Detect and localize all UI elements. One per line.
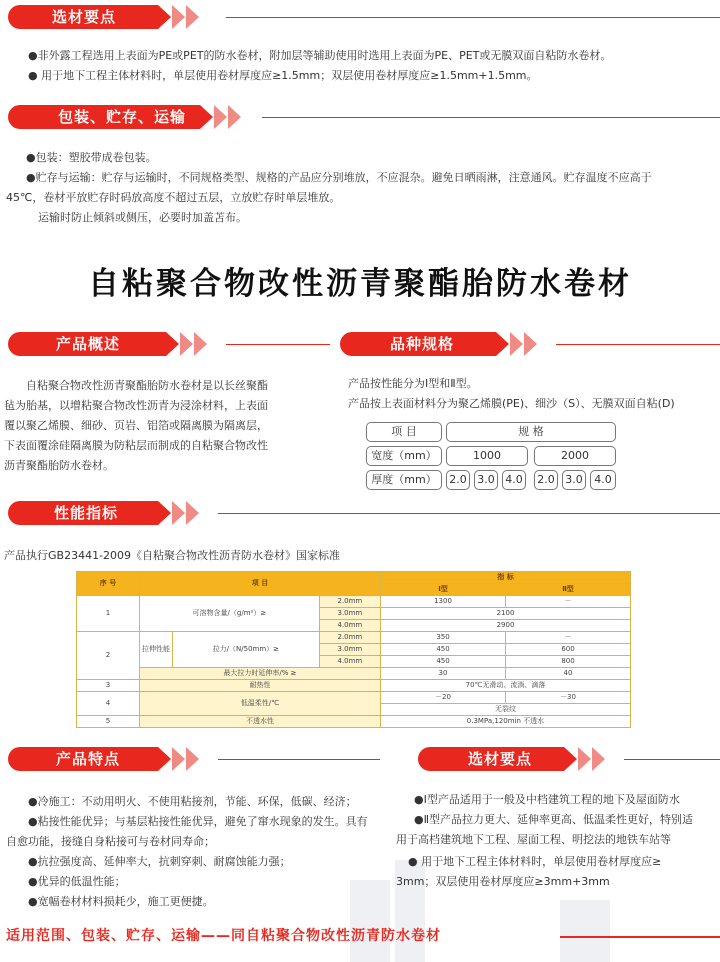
table-row: 最大拉力时延伸率/% ≥ 30 40 — [77, 668, 631, 680]
table-row: 4.0mm 450 800 — [77, 656, 631, 668]
table-row: 1 可溶物含量/（g/m²）≥ 2.0mm 1300 － — [77, 596, 631, 608]
spec-spec-label: 规 格 — [446, 422, 616, 442]
section-title: 性能指标 — [54, 504, 119, 522]
overview-line-3: 覆以聚乙烯膜、细砂、页岩、铝箔或隔离膜为隔离层， — [4, 419, 268, 432]
packaging-line-2: ●贮存与运输：贮存与运输时，不同规格类型、规格的产品应分别堆放，不应混杂。避免日晒雨淋，注意通风。贮存温度不应高于 — [26, 171, 652, 184]
spec-width-label: 宽度（mm） — [366, 446, 442, 466]
chevron-icon — [180, 332, 193, 356]
features-line-1: ●冷施工：不动用明火、不使用粘接剂，节能、环保，低碳、经济； — [28, 795, 357, 808]
features-line-2: ●粘接性能优异；与基层粘接性能优异，避免了窜水现象的发生。具有 — [28, 815, 368, 828]
features-line-4: ●抗拉强度高、延伸率大，抗刺穿刺、耐腐蚀能力强； — [28, 855, 291, 868]
footer-note: 适用范围、包装、贮存、运输——同自粘聚合物改性沥青防水卷材 — [6, 928, 441, 944]
selection-bottom-line-1: ●Ⅰ型产品适用于一般及中档建筑工程的地下及屋面防水 — [414, 793, 680, 806]
chevron-icon — [166, 332, 179, 356]
chevron-icon — [524, 332, 537, 356]
chevron-icon — [228, 105, 241, 129]
selection-bottom-line-3: 用于高档建筑地下工程、屋面工程、明挖法的地铁车站等 — [396, 833, 671, 846]
overview-line-5: 沥青聚酯胎防水卷材。 — [4, 459, 114, 472]
table-row: 2 拉伸性能 拉力/（N/50mm）≥ 2.0mm 350 － — [77, 632, 631, 644]
main-title: 自粘聚合物改性沥青聚酯胎防水卷材 — [88, 266, 632, 302]
table-row: 3.0mm 2100 — [77, 608, 631, 620]
overview-line-1: 自粘聚合物改性沥青聚酯胎防水卷材是以长丝聚酯 — [26, 379, 268, 392]
spec-thickness-value: 3.0 — [474, 470, 498, 490]
packaging-line-1: ●包装：塑胶带成卷包装。 — [26, 151, 157, 164]
chevron-icon — [214, 105, 227, 129]
chevron-icon — [172, 501, 185, 525]
section-header-selection-bottom — [414, 744, 720, 774]
chevron-icon — [194, 332, 207, 356]
spec-thickness-value: 3.0 — [562, 470, 586, 490]
spec-width-value: 1000 — [446, 446, 528, 466]
selection-bottom-line-2: ●Ⅱ型产品拉力更大、延伸率更高、低温柔性更好，特别适 — [414, 813, 694, 826]
chevron-icon — [158, 501, 171, 525]
performance-table — [76, 571, 631, 728]
table-row: 4 低温柔性/℃ －20 －30 — [77, 692, 631, 704]
section-title: 产品特点 — [56, 750, 121, 768]
section-title: 包装、贮存、运输 — [58, 108, 187, 126]
features-line-5: ●优异的低温性能； — [28, 875, 126, 888]
packaging-line-4: 运输时防止倾斜或侧压，必要时加盖苫布。 — [38, 211, 247, 224]
section-header-overview — [0, 329, 330, 359]
spec-thickness-value: 4.0 — [502, 470, 526, 490]
section-title: 品种规格 — [390, 335, 455, 353]
chevron-icon — [200, 105, 213, 129]
section-header-features — [0, 744, 380, 774]
spec-thickness-value: 2.0 — [534, 470, 558, 490]
chevron-icon — [172, 5, 185, 29]
table-header-index: 指 标 — [381, 572, 631, 584]
background-building — [560, 900, 610, 962]
chevron-icon — [186, 747, 199, 771]
table-row: 3 耐热性 70℃无滑动、流淌、滴落 — [77, 680, 631, 692]
chevron-icon — [564, 747, 577, 771]
chevron-icon — [496, 332, 509, 356]
table-header-type1: Ⅰ型 — [381, 584, 506, 596]
section-header-performance — [0, 498, 720, 528]
selection-bottom-line-5: 3mm；双层使用卷材厚度应≥3mm+3mm — [396, 875, 610, 888]
section-title: 产品概述 — [56, 335, 121, 353]
chevron-icon — [186, 5, 199, 29]
spec-item-label: 项 目 — [366, 422, 442, 442]
footer-divider — [560, 936, 720, 938]
chevron-icon — [510, 332, 523, 356]
spec-width-value: 2000 — [534, 446, 616, 466]
spec-thickness-value: 4.0 — [590, 470, 616, 490]
chevron-icon — [592, 747, 605, 771]
section-header-selection-top — [0, 2, 720, 32]
section-title: 选材要点 — [52, 8, 117, 26]
specs-line-1: 产品按性能分为Ⅰ型和Ⅱ型。 — [348, 377, 478, 390]
features-line-6: ●宽幅卷材材料损耗少，施工更便捷。 — [28, 895, 214, 908]
performance-standard: 产品执行GB23441-2009《自粘聚合物改性沥青防水卷材》国家标准 — [4, 549, 341, 562]
packaging-line-3: 45℃，卷材平放贮存时码放高度不超过五层，立放贮存时单层堆放。 — [6, 191, 341, 204]
chevron-icon — [158, 5, 171, 29]
chevron-icon — [578, 747, 591, 771]
selection-bottom-line-4: ● 用于地下工程主体材料时，单层使用卷材厚度应≥ — [408, 855, 662, 868]
table-row: 5 不透水性 0.3MPa,120min 不透水 — [77, 716, 631, 728]
overview-line-2: 毡为胎基，以增粘聚合物改性沥青为浸涂材料，上表面 — [4, 399, 268, 412]
features-line-3: 自愈功能，接缝自身粘接可与卷材同寿命； — [6, 835, 215, 848]
chevron-icon — [186, 501, 199, 525]
table-header-type2: Ⅱ型 — [506, 584, 631, 596]
background-building — [350, 880, 390, 962]
chevron-icon — [172, 747, 185, 771]
table-header-item: 项 目 — [140, 572, 381, 596]
specs-line-2: 产品按上表面材料分为聚乙烯膜(PE)、细沙（S）、无膜双面自粘(D) — [348, 397, 675, 410]
overview-line-4: 下表面覆涂硅隔离膜为防粘层而制成的自粘聚合物改性 — [4, 439, 268, 452]
table-header-no: 序 号 — [77, 572, 140, 596]
selection-top-item-1: ●非外露工程选用上表面为PE或PET的防水卷材，附加层等辅助使用时选用上表面为PE、PET或无膜双面自粘防水卷材。 — [28, 49, 612, 62]
spec-thickness-label: 厚度（mm） — [366, 470, 442, 490]
section-header-specs — [336, 329, 720, 359]
section-header-packaging — [0, 102, 720, 132]
table-row: 3.0mm 450 600 — [77, 644, 631, 656]
spec-thickness-value: 2.0 — [446, 470, 470, 490]
selection-top-item-2: ● 用于地下工程主体材料时，单层使用卷材厚度应≥1.5mm；双层使用卷材厚度应≥1.5mm+1.5mm。 — [28, 69, 538, 82]
table-row: 4.0mm 2900 — [77, 620, 631, 632]
section-title: 选材要点 — [468, 750, 533, 768]
chevron-icon — [158, 747, 171, 771]
table-row: 无裂纹 — [77, 704, 631, 716]
